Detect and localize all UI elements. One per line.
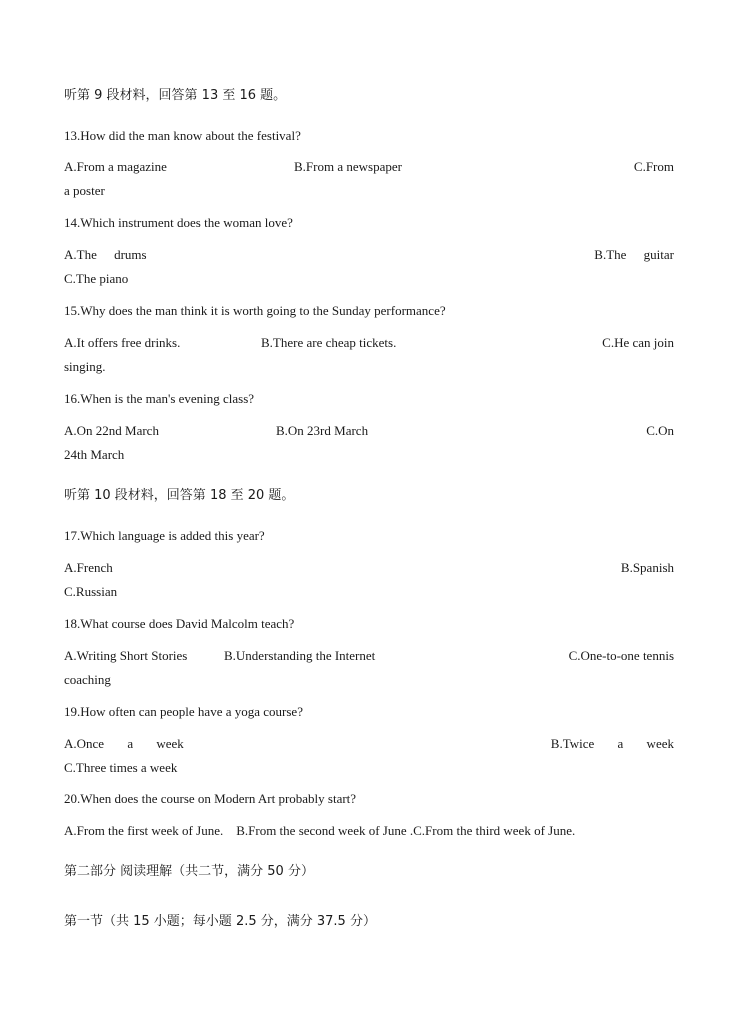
- q18-option-b: B.Understanding the Internet: [224, 648, 376, 663]
- question-16: 16.When is the man's evening class?: [64, 391, 255, 406]
- q15-option-c-cont: singing.: [64, 359, 106, 374]
- q13-option-c: C.From: [633, 159, 674, 174]
- q16-option-c: C.On: [646, 423, 674, 438]
- q14-option-b: B.The guitar: [594, 247, 674, 262]
- section-heading-10: 听第 10 段材料，回答第 18 至 20 题。: [64, 488, 295, 503]
- q18-option-c-cont: coaching: [64, 672, 111, 687]
- part2-subheading: 第一节（共 15 小题；每小题 2.5 分，满分 37.5 分）: [64, 914, 376, 929]
- question-17: 17.Which language is added this year?: [64, 528, 265, 543]
- q13-option-a: A.From a magazine: [64, 159, 167, 174]
- q17-option-b: B.Spanish: [620, 560, 674, 575]
- q20-options: A.From the first week of June. B.From the second week of June .C.From the third week of June.: [64, 823, 576, 838]
- question-13: 13.How did the man know about the festival?: [64, 128, 301, 143]
- q14-option-c: C.The piano: [64, 271, 129, 286]
- question-15: 15.Why does the man think it is worth going to the Sunday performance?: [64, 303, 446, 318]
- q14-option-a: A.The drums: [64, 247, 147, 262]
- q19-option-b: B.Twice a week: [550, 736, 674, 751]
- q16-option-a: A.On 22nd March: [64, 423, 159, 438]
- q15-option-b: B.There are cheap tickets.: [261, 335, 397, 350]
- q19-option-c: C.Three times a week: [64, 760, 178, 775]
- question-14: 14.Which instrument does the woman love?: [64, 215, 293, 230]
- q16-option-c-cont: 24th March: [64, 447, 125, 462]
- q18-option-c: C.One-to-one tennis: [568, 648, 674, 663]
- question-20: 20.When does the course on Modern Art probably start?: [64, 791, 357, 806]
- q15-option-c: C.He can join: [602, 335, 674, 350]
- question-19: 19.How often can people have a yoga course?: [64, 704, 303, 719]
- q16-option-b: B.On 23rd March: [276, 423, 369, 438]
- question-18: 18.What course does David Malcolm teach?: [64, 616, 295, 631]
- part2-heading: 第二部分 阅读理解（共二节，满分 50 分）: [64, 864, 314, 879]
- q18-option-a: A.Writing Short Stories: [64, 648, 188, 663]
- section-heading-9: 听第 9 段材料，回答第 13 至 16 题。: [64, 88, 287, 103]
- q15-option-a: A.It offers free drinks.: [64, 335, 181, 350]
- q19-option-a: A.Once a week: [64, 736, 184, 751]
- q17-option-a: A.French: [64, 560, 113, 575]
- q13-option-c-cont: a poster: [64, 183, 105, 198]
- q13-option-b: B.From a newspaper: [294, 159, 402, 174]
- q17-option-c: C.Russian: [64, 584, 118, 599]
